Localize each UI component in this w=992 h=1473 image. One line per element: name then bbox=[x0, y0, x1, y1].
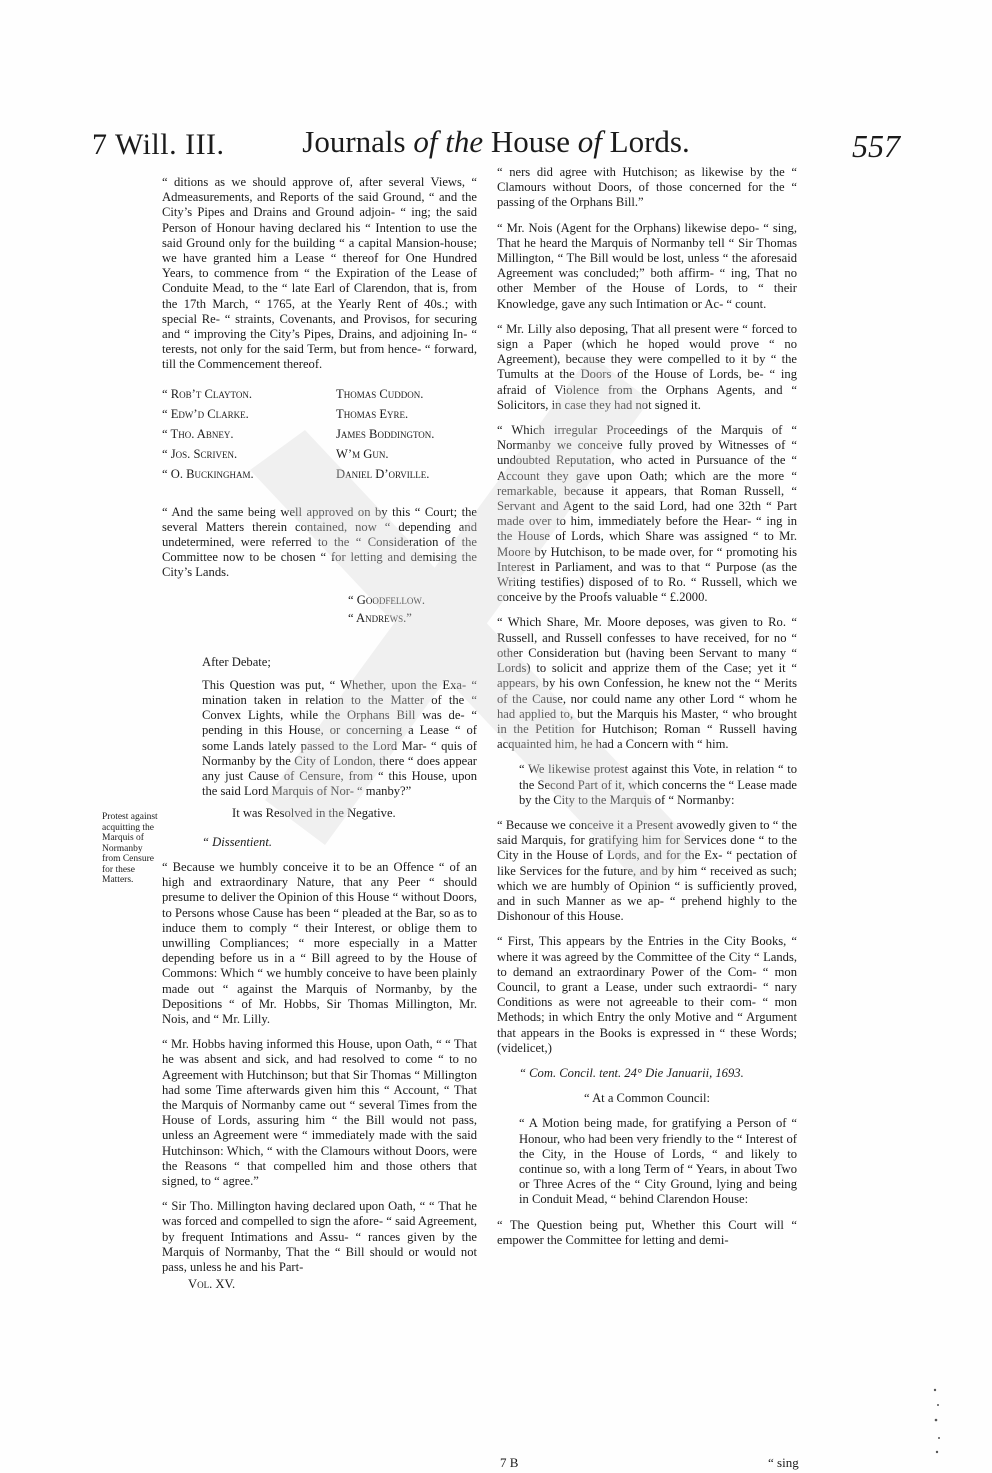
paragraph: “ ners did agree with Hutchison; as likewise by the “ Clamours without Doors, of those concerned for the “ passing of the Orphans Bill.” bbox=[497, 165, 797, 210]
after-debate: After Debate; bbox=[202, 654, 271, 669]
signature: “ Tho. Abney. bbox=[162, 427, 234, 442]
paragraph: “ ditions as we should approve of, after several Views, “ Admeasurements, and Reports of the said Ground, “ and the City’s Pipes and Drains and Ground adjoin- “ ing; the said Person of Honour having declared his “ Intention to use the said Ground only for the building “ a capital Mansion-house; we have granted him a Lease “ thereof for One Hundred Years, to commence from “ the Expiration of the Lease of Conduite Mead, to the “ late Earl of Clarendon, that is, from the 17th March, “ 1765, at the Yearly Rent of 40s.; with special Re- “ straints, Covenants, and Provisos, for securing and “ improving the City’s Pipes, Drains, and adjoining In- “ terests, not only for the said Term, but from hence- “ forward, till the Commencement thereof. bbox=[162, 175, 477, 372]
right-column bbox=[497, 165, 797, 1258]
paragraph: “ Which Share, Mr. Moore deposes, was given to Ro. “ Russell, and Russell confesses to have received, for no “ other Consideration but (having been Servant to many “ Lords) to solicit and apprize them of the Case; yet it “ appears, by his own Confession, he knew not the “ Merits of the Cause, nor could name any other Lord “ whom he had applied to, but the Marquis his Master, “ who brought in the Petition for Hutchison; Roman “ Russell having acquainted him, he had a Concern with “ him. bbox=[497, 615, 797, 752]
title-word: of bbox=[577, 124, 602, 159]
signature: James Boddington. bbox=[336, 427, 435, 442]
paragraph: “ The Question being put, Whether this Court will “ empower the Committee for letting and demi- bbox=[497, 1217, 797, 1247]
paragraph: “ We likewise protest against this Vote, in relation “ to the Second Part of it, which concerns the “ Lease made by the City to the Marquis of “ Normanby: bbox=[519, 762, 798, 807]
resolution: It was Resolved in the Negative. bbox=[232, 805, 396, 820]
paragraph: “ A Motion being made, for gratifying a Person of “ Honour, who had been very friendly to the “ Interest of the City, in the House of Lords, “ and likely to continue so, with a long Term of “ Years, in about Two or Three Acres of the “ City Ground, lying and being in Conduit Mead, “ behind Clarendon House: bbox=[519, 1116, 797, 1207]
running-head-title bbox=[0, 124, 992, 160]
title-word: Lords. bbox=[609, 124, 690, 159]
council-heading: “ At a Common Council: bbox=[584, 1091, 710, 1106]
running-head-reign: 7 Will. III. bbox=[92, 128, 225, 161]
paragraph: “ And the same being well approved on by this “ Court; the several Matters therein contained, now “ depending and undetermined, were referred to the “ Consideration of the Committee now to be chosen “ for letting and demising the City’s Lands. bbox=[162, 504, 477, 580]
closing-signature: “ Andrews.” bbox=[348, 610, 412, 625]
paragraph: “ Mr. Nois (Agent for the Orphans) likewise depo- “ sing, That he heard the Marquis of Normanby tell “ Sir Thomas Millington, “ The Bill would be lost, unless “ the aforesaid Agreement was concluded;” both affirm- “ ing, That no other Member of the House of Lords, to “ their Knowledge, gave any such Intimation or Ac- “ count. bbox=[497, 220, 797, 311]
signature: “ Edw’d Clarke. bbox=[162, 406, 249, 421]
question-paragraph: This Question was put, “ Whether, upon the Exa- “ mination taken in relation to the Matter of the “ Convex Lights, while the Orphans Bill was de- “ pending in this House, or concerning a Lease “ of some Lands lately passed to the Lord Mar- “ quis of Normanby by the City of London, there “ does appear any just Cause of Censure, from “ this House, upon the said Lord Marquis of Nor- “ manby?” bbox=[202, 677, 477, 799]
signature: “ Jos. Scriven. bbox=[162, 447, 238, 462]
title-word: of bbox=[413, 124, 438, 159]
signature: “ O. Buckingham. bbox=[162, 467, 254, 482]
left-column bbox=[162, 175, 477, 1292]
speck bbox=[936, 1451, 938, 1453]
signature-list bbox=[162, 387, 477, 483]
margin-specks bbox=[930, 1380, 950, 1460]
paragraph: “ Sir Tho. Millington having declared upon Oath, “ “ That he was forced and compelled to sign the afore- “ said Agreement, by frequent Intimations and Assu- “ rances given by the Marquis of Normanby, That the “ Bill should or would not pass, unless he and his Part- bbox=[162, 1199, 477, 1274]
speck bbox=[935, 1419, 938, 1422]
speck bbox=[937, 1404, 939, 1406]
signature: Thomas Cuddon. bbox=[336, 386, 424, 401]
closing-signature: “ Goodfellow. bbox=[348, 592, 425, 607]
signature: W’m Gun. bbox=[336, 447, 389, 462]
paragraph: “ Because we conceive it a Present avowedly given to “ the said Marquis, for gratifying him for Services done “ to the City in the House of Lords, and for the Ex- “ pectation of like Services for the future, and by him “ received as such; which we are humbly of Opinion “ is sufficiently proved, and in such Manner as we ap- “ prehend highly to the Dishonour of this House. bbox=[497, 817, 797, 924]
dissentient-heading: “ Dissentient. bbox=[202, 834, 272, 849]
paragraph: “ Because we humbly conceive it to be an Offence “ of an high and extraordinary Nature, that any Peer “ should presume to deliver the Opinion of this House “ without Doors, to Persons whose Cause has been “ pleaded at the Bar, so as to induce them to comply “ their Interest, or oblige them to unwilling Compliances; “ more especially in a Matter depending before us in a “ Bill agreed to by the House of Commons: Which “ we humbly conceive to have been plainly made out “ against the Marquis of Normanby, by the Depositions “ of Mr. Hobbs, Sir Thomas Millington, Mr. Nois, and “ Mr. Lilly. bbox=[162, 859, 477, 1026]
title-word: House bbox=[490, 124, 571, 159]
paragraph: “ Mr. Hobbs having informed this House, upon Oath, “ “ That he was absent and sick, and had resolved to come “ to no Agreement with Hutchinson; but that Sir Thomas “ Millington had some Time afterwards given him this “ Account, “ That the Marquis of Normanby came out “ several Times from the House of Lords, assuring him “ the Bill would not pass, unless an Agreement were “ immediately made with the said Hutchinson: Which, “ with the Clamours without Doors, were the Reasons “ that compelled him and those others that signed, to “ agree.” bbox=[162, 1037, 477, 1188]
catchword: “ sing bbox=[768, 1455, 799, 1470]
minute-heading: “ Com. Concil. tent. 24° Die Januarii, 1693. bbox=[519, 1065, 744, 1080]
paragraph: “ First, This appears by the Entries in the City Books, “ where it was agreed by the Committee of the City “ Lands, to demand an extraordinary Power of the Com- “ mon Council, to grant a Lease, under such extraordi- “ nary Conditions as were not agreeable to their com- “ mon Methods; in which Entry the only Motive and “ Argument that appears in the Books is expressed in “ these Words; (videlicet,) bbox=[497, 934, 797, 1055]
speck bbox=[938, 1437, 940, 1439]
signature: “ Rob’t Clayton. bbox=[162, 386, 253, 401]
signature: Daniel D’orville. bbox=[336, 467, 430, 482]
margin-note: Protest against acquitting the Marquis of Normanby from Censure for these Matters. bbox=[102, 812, 158, 885]
paragraph: “ Mr. Lilly also deposing, That all present were “ forced to sign a Paper (which he hoped would prove “ no Agreement), because they were compelled to it by “ the Tumults at the Doors of the House of Lords, be- “ ing afraid of Violence from the Orphans Agents, and “ Solicitors, in case they had not signed it. bbox=[497, 321, 797, 412]
signature: Thomas Eyre. bbox=[336, 406, 409, 421]
paragraph: “ Which irregular Proceedings of the Marquis of “ Normanby we conceive fully proved by Witnesses of “ undoubted Reputation, who acted in Pursuance of the “ Account they gave upon Oath; which are the more “ remarkable, because it appears, that Roman Russell, “ Servant and Agent to the said Lord, had one 32th “ Part made over to him, immediately before the Hear- “ ing in the House of Lords, which Share was assigned “ to Mr. Moore by Hutchison, to be made over, for “ promoting his Interest in Parliament, and was to that “ Purpose (as the Writing testifies) disposed of to Ro. “ Russell, which we conceive by the Proofs valuable “ £.2000. bbox=[497, 423, 797, 605]
page-number: 557 bbox=[852, 128, 900, 164]
signature-mark: 7 B bbox=[500, 1455, 519, 1470]
title-word: the bbox=[445, 124, 484, 159]
speck bbox=[934, 1389, 936, 1391]
volume-mark: Vol. XV. bbox=[188, 1277, 236, 1292]
title-word: Journals bbox=[302, 124, 406, 159]
